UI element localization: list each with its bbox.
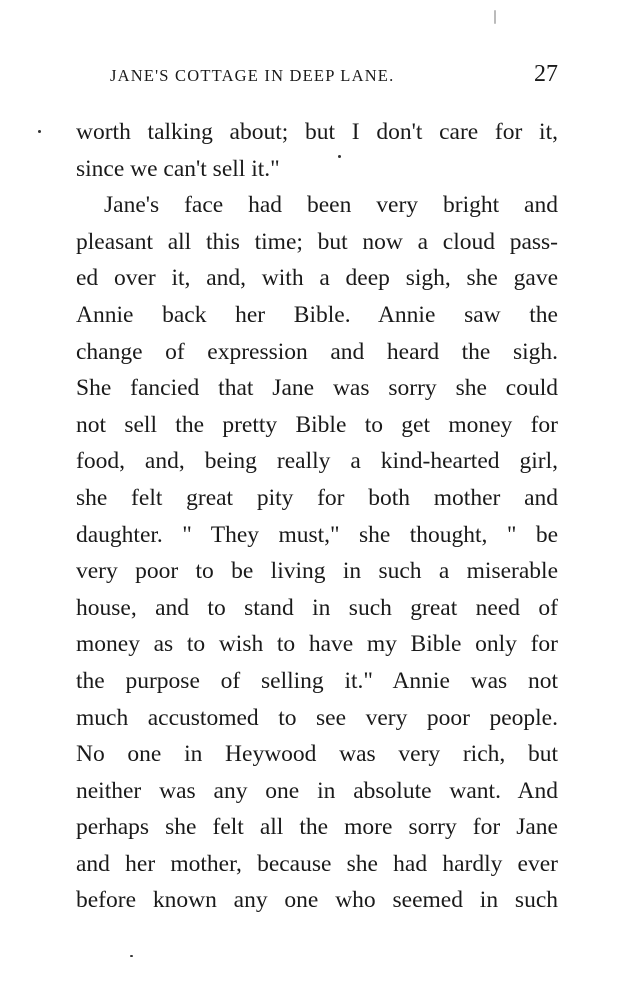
text-line: neither was any one in absolute want. And	[76, 777, 558, 804]
text-line: ed over it, and, with a deep sigh, she gave	[76, 265, 558, 292]
text-line: before known any one who seemed in such	[76, 887, 558, 914]
text-line: not sell the pretty Bible to get money for	[76, 411, 558, 438]
text-line: house, and to stand in such great need of	[76, 594, 558, 621]
body-text	[76, 114, 558, 919]
text-line: food, and, being really a kind-hearted girl,	[76, 448, 558, 475]
text-line: since we can't sell it."	[76, 155, 280, 182]
text-line: perhaps she felt all the more sorry for Jane	[76, 814, 558, 841]
text-line: change of expression and heard the sigh.	[76, 338, 558, 365]
text-line: worth talking about; but I don't care for it,	[76, 119, 558, 145]
text-line: she felt great pity for both mother and	[76, 484, 558, 511]
text-line: and her mother, because she had hardly ever	[76, 850, 558, 877]
scan-speck	[494, 10, 496, 24]
scan-speck	[130, 955, 133, 957]
text-line: money as to wish to have my Bible only for	[76, 631, 558, 658]
page-number: 27	[534, 61, 558, 87]
scan-speck	[38, 130, 41, 133]
text-line: No one in Heywood was very rich, but	[76, 741, 558, 768]
text-line: daughter. " They must," she thought, " be	[76, 521, 558, 548]
scan-speck	[338, 155, 341, 158]
text-line: much accustomed to see very poor people.	[76, 704, 558, 731]
text-line: the purpose of selling it." Annie was not	[76, 667, 558, 694]
running-head	[76, 62, 558, 92]
running-title: JANE'S COTTAGE IN DEEP LANE.	[110, 66, 395, 85]
text-line: pleasant all this time; but now a cloud pass-	[76, 228, 558, 255]
text-line: Jane's face had been very bright and	[104, 192, 558, 219]
text-line: Annie back her Bible. Annie saw the	[76, 301, 558, 328]
text-line: She fancied that Jane was sorry she could	[76, 375, 558, 402]
text-line: very poor to be living in such a miserable	[76, 558, 558, 585]
